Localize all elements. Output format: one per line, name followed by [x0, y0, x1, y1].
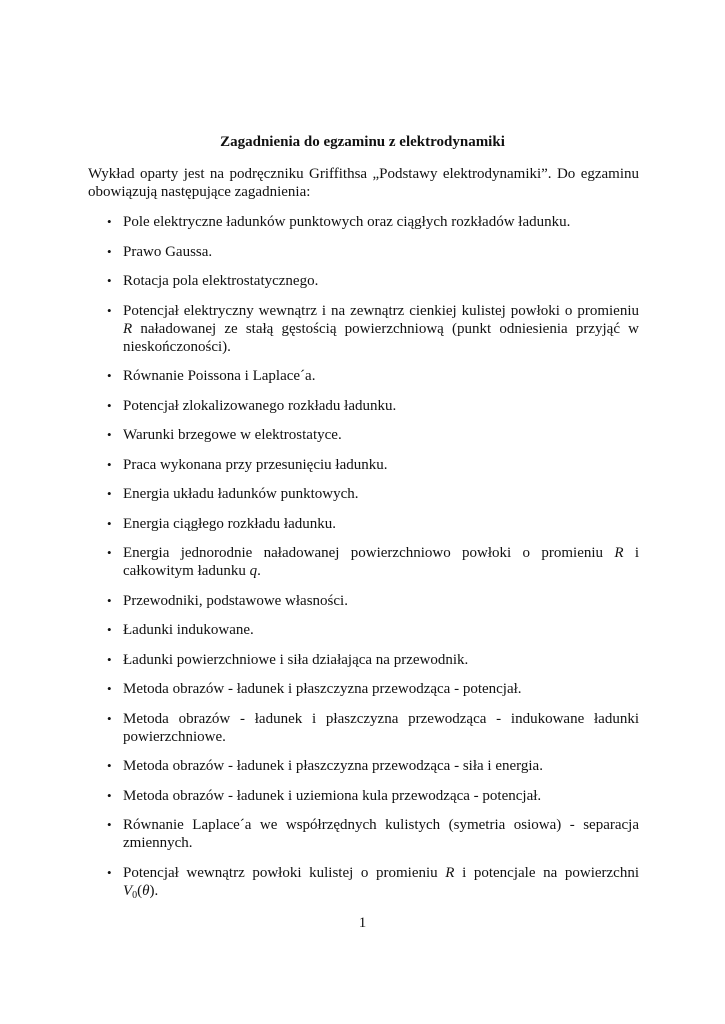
bullet-icon: •	[107, 592, 112, 608]
list-item	[88, 621, 639, 639]
list-item	[88, 816, 639, 852]
list-item	[88, 651, 639, 669]
list-item-text: Metoda obrazów - ładunek i uziemiona kula przewodząca - potencjał.	[123, 787, 542, 804]
list-item	[88, 515, 639, 533]
list-item	[88, 544, 639, 580]
list-item-text: Prawo Gaussa.	[123, 243, 213, 260]
bullet-icon: •	[107, 787, 112, 803]
list-item-text: Metoda obrazów - ładunek i płaszczyzna przewodząca - siła i energia.	[123, 758, 543, 774]
bullet-icon: •	[107, 273, 112, 288]
bullet-icon: •	[107, 545, 112, 560]
page-number: 1	[358, 915, 367, 931]
list-item-text: Równanie Laplace´a we współrzędnych kulistych (symetria osiowa) - separacja zmiennych.	[123, 817, 639, 851]
list-item	[88, 302, 639, 356]
list-item	[88, 397, 639, 415]
list-item-text: Energia układu ładunków punktowych.	[123, 486, 359, 502]
bullet-icon: •	[107, 651, 112, 667]
topic-list	[88, 213, 639, 916]
bullet-icon: •	[107, 456, 112, 472]
list-item-text: Potencjał wewnątrz powłoki kulistej o promieniu R i potencjale na powierzchni $V_0(\theta)$.	[123, 864, 639, 901]
list-item	[88, 272, 639, 290]
page-title: Zagadnienia do egzaminu z elektrodynamiki	[220, 134, 505, 150]
list-item	[88, 485, 639, 503]
list-item-text: Energia jednorodnie naładowanej powierzchniowo powłoki o promieniu R i całkowitym ładunku q.	[123, 545, 640, 579]
list-item-text: Ładunki indukowane.	[123, 622, 254, 638]
list-item-text: Ładunki powierzchniowe i siła działająca na przewodnik.	[123, 651, 469, 668]
list-item	[88, 680, 639, 698]
bullet-icon: •	[107, 864, 112, 880]
list-item-text: Metoda obrazów - ładunek i płaszczyzna przewodząca - potencjał.	[123, 681, 522, 697]
bullet-icon: •	[107, 397, 112, 413]
bullet-icon: •	[107, 515, 112, 531]
bullet-icon: •	[107, 817, 112, 832]
list-item-text: Warunki brzegowe w elektrostatyce.	[123, 427, 342, 443]
list-item	[88, 243, 639, 261]
list-item	[88, 710, 639, 746]
list-item	[88, 367, 639, 385]
bullet-icon: •	[107, 622, 112, 637]
bullet-icon: •	[107, 302, 112, 318]
bullet-icon: •	[107, 243, 112, 259]
list-item-text: Praca wykonana przy przesunięciu ładunku.	[123, 456, 388, 473]
list-item-text: Energia ciągłego rozkładu ładunku.	[123, 515, 336, 532]
list-item-text: Równanie Poissona i Laplace´a.	[123, 368, 316, 384]
list-item-text: Potencjał elektryczny wewnątrz i na zewnątrz cienkiej kulistej powłoki o promieniu R naładowanej ze stałą gęstością powierzchniową (punkt odniesienia przyjąć w nieskończoności).	[123, 302, 639, 355]
list-item	[88, 592, 639, 610]
list-item-text: Przewodniki, podstawowe własności.	[123, 592, 348, 609]
bullet-icon: •	[107, 486, 112, 501]
list-item	[88, 864, 639, 905]
list-item-text: Potencjał zlokalizowanego rozkładu ładunku.	[123, 397, 397, 414]
bullet-icon: •	[107, 427, 112, 442]
list-item	[88, 456, 639, 474]
list-item-text: Rotacja pola elektrostatycznego.	[123, 273, 319, 289]
list-item	[88, 787, 639, 805]
bullet-icon: •	[107, 368, 112, 383]
bullet-icon: •	[107, 758, 112, 773]
bullet-icon: •	[107, 681, 112, 696]
list-item	[88, 757, 639, 775]
list-item-text: Pole elektryczne ładunków punktowych oraz ciągłych rozkładów ładunku.	[123, 214, 571, 230]
bullet-icon: •	[107, 710, 112, 726]
list-item	[88, 426, 639, 444]
intro-paragraph: Wykład oparty jest na podręczniku Griffithsa „Podstawy elektrodynamiki”. Do egzaminu obowiązują następujące zagadnienia:	[88, 166, 639, 200]
bullet-icon: •	[107, 214, 112, 229]
list-item	[88, 213, 639, 231]
list-item-text: Metoda obrazów - ładunek i płaszczyzna przewodząca - indukowane ładunki powierzchniowe.	[123, 710, 639, 745]
